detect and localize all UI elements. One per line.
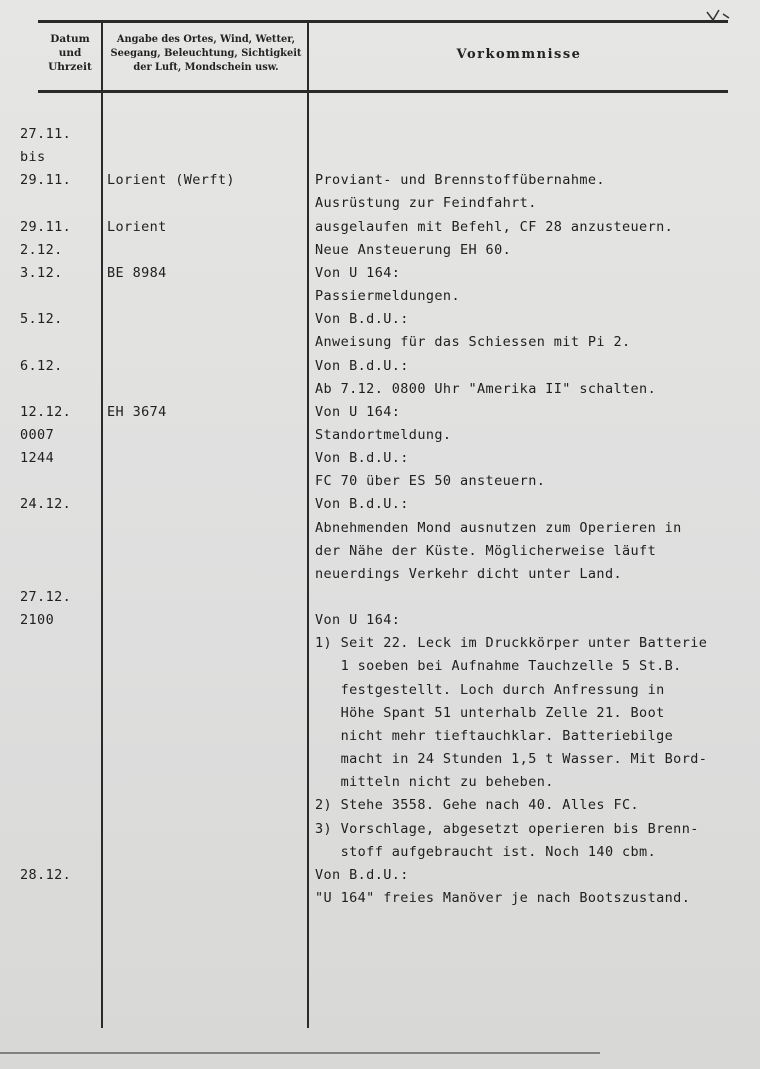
log-event-cell: Von U 164: [315,612,401,629]
log-event-cell: Anweisung für das Schiessen mit Pi 2. [315,334,631,351]
log-event-cell: Von B.d.U.: [315,311,409,328]
header-bottom-rule [38,90,728,93]
log-event-cell: neuerdings Verkehr dicht unter Land. [315,565,622,582]
header-location-line-1: Angabe des Ortes, Wind, Wetter, [116,34,296,45]
log-event-cell: festgestellt. Loch durch Anfressung in [315,681,665,698]
log-date-cell: 29.11. [20,218,72,235]
header-time-line: Uhrzeit [48,61,92,73]
header-events [310,48,728,62]
log-event-cell: mitteln nicht zu beheben. [315,774,554,791]
log-event-cell: Ab 7.12. 0800 Uhr "Amerika II" schalten. [315,380,657,397]
log-event-cell: Neue Ansteuerung EH 60. [315,241,512,258]
corner-mark-icon [705,8,735,22]
log-place-cell: EH 3674 [107,403,167,420]
log-date-cell: 3.12. [20,264,63,281]
header-date-line: Datum [50,33,90,45]
log-date-cell: 0007 [20,426,55,443]
column-divider-1 [101,20,103,1028]
log-event-cell: macht in 24 Stunden 1,5 t Wasser. Mit Bord- [315,751,708,768]
log-place-cell: Lorient (Werft) [107,172,235,189]
log-event-cell: 1 soeben bei Aufnahme Tauchzelle 5 St.B. [315,658,682,675]
header-und-line: und [58,47,82,59]
log-date-cell: 2100 [20,612,55,629]
log-event-cell: Von B.d.U.: [315,450,409,467]
log-event-cell: "U 164" freies Manöver je nach Bootszustand. [315,889,691,906]
log-event-cell: Von U 164: [315,264,401,281]
log-date-cell: 5.12. [20,311,63,328]
header-events-label: Vorkommnisse [456,47,582,62]
log-event-cell: 2) Stehe 3558. Gehe nach 40. Alles FC. [315,797,640,814]
log-event-cell: Von U 164: [315,403,401,420]
log-event-cell: Von B.d.U.: [315,357,409,374]
log-place-cell: BE 8984 [107,264,167,281]
log-date-cell: 28.12. [20,866,72,883]
column-divider-2 [307,20,309,1028]
log-event-cell: Von B.d.U.: [315,866,409,883]
log-date-cell: 27.12. [20,589,72,605]
log-event-cell: der Nähe der Küste. Möglicherweise läuft [315,542,657,559]
log-date-cell: 2.12. [20,241,63,258]
log-date-cell: 29.11. [20,172,72,189]
log-place-cell: Lorient [107,218,167,235]
log-date-cell: 6.12. [20,357,63,374]
log-event-cell: Standortmeldung. [315,426,452,443]
log-event-cell: Abnehmenden Mond ausnutzen zum Operieren in [315,519,682,536]
log-date-cell: 1244 [20,450,55,467]
header-date-time [38,32,102,74]
log-date-cell: 27.11. [20,126,72,142]
log-event-cell: FC 70 über ES 50 ansteuern. [315,473,546,490]
log-event-cell: ausgelaufen mit Befehl, CF 28 anzusteuern. [315,218,674,235]
bottom-rule [0,1052,600,1054]
log-event-cell: stoff aufgebraucht ist. Noch 140 cbm. [315,843,657,860]
log-event-cell: nicht mehr tieftauchklar. Batteriebilge [315,727,674,744]
log-event-cell: 1) Seit 22. Leck im Druckkörper unter Batterie [315,635,708,652]
top-rule [38,20,728,23]
log-date-cell: bis [20,149,46,166]
log-event-cell: Höhe Spant 51 unterhalb Zelle 21. Boot [315,704,665,721]
header-location-line-3: der Luft, Mondschein usw. [133,62,279,73]
log-date-cell: 12.12. [20,403,72,420]
log-date-cell: 24.12. [20,496,72,513]
header-location-weather [104,33,308,75]
log-event-cell: Ausrüstung zur Feindfahrt. [315,195,537,212]
log-event-cell: Passiermeldungen. [315,288,460,305]
log-event-cell: 3) Vorschlage, abgesetzt operieren bis Brenn- [315,820,699,837]
header-location-line-2: Seegang, Beleuchtung, Sichtigkeit [110,48,302,59]
log-event-cell: Von B.d.U.: [315,496,409,513]
log-event-cell: Proviant- und Brennstoffübernahme. [315,172,605,189]
